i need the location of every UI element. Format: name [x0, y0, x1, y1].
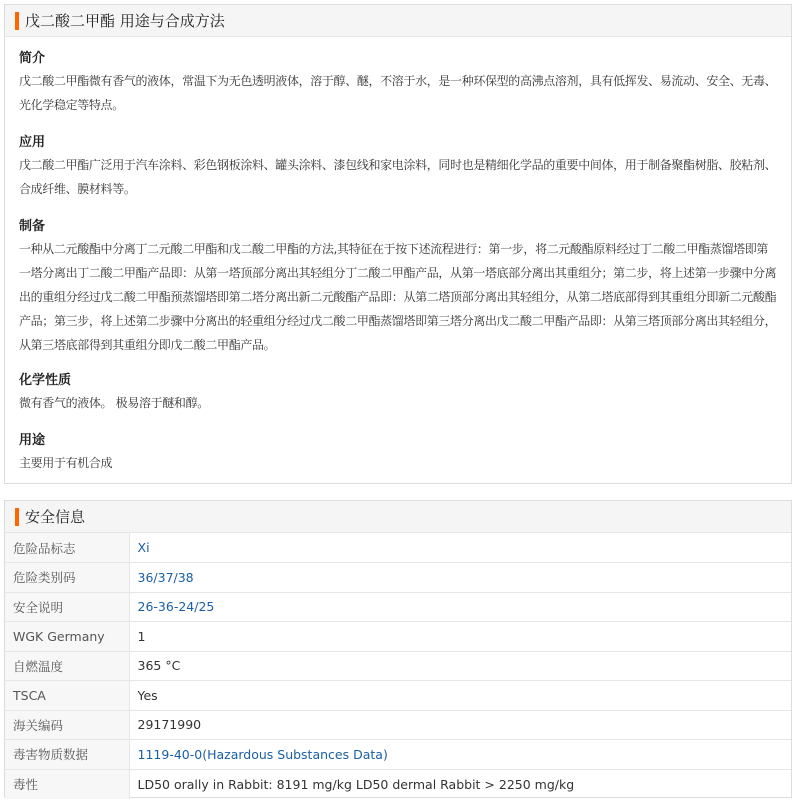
- safety-key: 自燃温度: [5, 651, 129, 681]
- table-row: [5, 622, 791, 652]
- table-row: [5, 681, 791, 711]
- section-body-chemical-properties: 微有香气的液体。 极易溶于醚和醇。: [19, 396, 209, 410]
- safety-statements-link[interactable]: 26-36-24/25: [137, 599, 215, 615]
- risk-codes-link[interactable]: 36/37/38: [137, 569, 194, 585]
- safety-value: 365 °C: [129, 651, 791, 681]
- safety-key: TSCA: [5, 681, 129, 711]
- section-uses: [5, 431, 791, 475]
- safety-key: 危险类别码: [5, 563, 129, 593]
- section-intro: [5, 49, 791, 117]
- section-chemical-properties: [5, 371, 791, 415]
- safety-value-cell: [129, 592, 791, 622]
- section-heading-intro: 简介: [19, 51, 46, 66]
- safety-value-cell: [129, 563, 791, 593]
- section-heading-chemical-properties: 化学性质: [19, 373, 72, 388]
- table-row: [5, 710, 791, 740]
- safety-value: LD50 orally in Rabbit: 8191 mg/kg LD50 dermal Rabbit > 2250 mg/kg: [137, 776, 575, 792]
- hazardous-substances-link[interactable]: 1119-40-0(Hazardous Substances Data): [137, 746, 388, 762]
- table-row: [5, 740, 791, 770]
- table-row: [5, 592, 791, 622]
- section-preparation: [5, 217, 791, 357]
- section-body-application: 戊二酸二甲酯广泛用于汽车涂料、彩色钢板涂料、罐头涂料、漆包线和家电涂料，同时也是精细化学品的重要中间体，用于制备聚酯树脂、胶粘剂、合成纤维、膜材料等。: [19, 158, 777, 196]
- section-body-uses: 主要用于有机合成: [19, 456, 113, 470]
- safety-table: [5, 533, 791, 799]
- safety-panel-title: 安全信息: [25, 508, 86, 526]
- section-body-intro: 戊二酸二甲酯微有香气的液体，常温下为无色透明液体，溶于醇、醚，不溶于水，是一种环保型的高沸点溶剂，具有低挥发、易流动、安全、无毒、光化学稳定等特点。: [19, 74, 777, 112]
- table-row: [5, 563, 791, 593]
- uses-synthesis-panel: [4, 4, 792, 484]
- safety-key: 安全说明: [5, 592, 129, 622]
- section-heading-preparation: 制备: [19, 219, 46, 234]
- safety-value-cell: [129, 740, 791, 770]
- safety-panel-header: [5, 501, 791, 533]
- title-accent-bar: [15, 508, 19, 526]
- safety-value: 29171990: [129, 710, 791, 740]
- table-row: [5, 769, 791, 799]
- title-accent-bar: [15, 12, 19, 30]
- safety-value: 1: [129, 622, 791, 652]
- safety-value: Yes: [129, 681, 791, 711]
- section-heading-application: 应用: [19, 135, 46, 150]
- table-row: [5, 533, 791, 563]
- safety-key: 危险品标志: [5, 533, 129, 563]
- section-application: [5, 133, 791, 201]
- section-heading-uses: 用途: [19, 433, 46, 448]
- section-body-preparation: 一种从二元酸酯中分离丁二元酸二甲酯和戊二酸二甲酯的方法,其特征在于按下述流程进行：第一步，将二元酸酯原料经过丁二酸二甲酯蒸馏塔即第一塔分离出丁二酸二甲酯产品即：从第一塔顶部分离出其轻组分丁二酸二甲酯产品，从第一塔底部分离出其重组分；第二步，将上述第一步骤中分离出的重组分经过戊二酸二甲酯预蒸馏塔即第二塔分离出新二元酸酯产品即：从第二塔顶部分离出其轻组分，从第二塔底部得到其重组分即新二元酸酯产品；第三步，将上述第二步骤中分离出的轻重组分经过戊二酸二甲酯蒸馏塔即第三塔分离出戊二酸二甲酯产品即：从第三塔顶部分离出其轻组分，从第三塔底部得到其重组分即戊二酸二甲酯产品。: [19, 242, 777, 352]
- safety-value-cell: [129, 533, 791, 563]
- safety-key: WGK Germany: [5, 622, 129, 652]
- uses-panel-header: [5, 5, 791, 37]
- safety-key: 毒害物质数据: [5, 740, 129, 770]
- safety-info-panel: [4, 500, 792, 798]
- safety-key: 毒性: [5, 769, 129, 799]
- uses-panel-title: 戊二酸二甲酯 用途与合成方法: [25, 12, 225, 30]
- table-row: [5, 651, 791, 681]
- hazard-symbol-link[interactable]: Xi: [137, 540, 150, 555]
- safety-key: 海关编码: [5, 710, 129, 740]
